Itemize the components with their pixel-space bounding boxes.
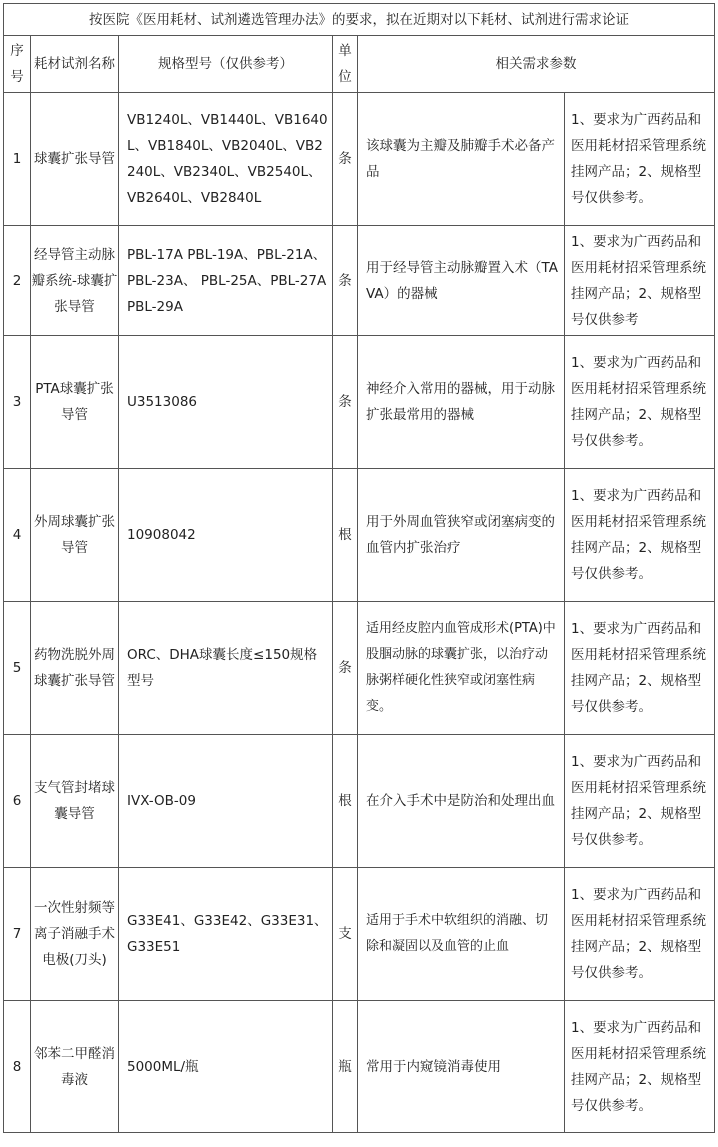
row-unit: 支: [333, 868, 358, 1001]
row-no: 4: [4, 469, 31, 602]
row-desc: 用于外周血管狭窄或闭塞病变的血管内扩张治疗: [358, 469, 565, 602]
header-unit: 单位: [333, 36, 358, 93]
table-row: [4, 735, 715, 868]
header-row: [4, 36, 715, 93]
row-name: 球囊扩张导管: [31, 93, 119, 226]
row-unit: 条: [333, 336, 358, 469]
row-req: 1、要求为广西药品和医用耗材招采管理系统挂网产品；2、规格型号仅供参考: [565, 226, 715, 336]
row-desc: 常用于内窥镜消毒使用: [358, 1001, 565, 1133]
row-desc: 该球囊为主瓣及肺瓣手术必备产品: [358, 93, 565, 226]
row-req: 1、要求为广西药品和医用耗材招采管理系统挂网产品；2、规格型号仅供参考。: [565, 868, 715, 1001]
table-row: [4, 336, 715, 469]
row-desc: 用于经导管主动脉瓣置入术（TAVA）的器械: [358, 226, 565, 336]
table-row: [4, 469, 715, 602]
table-row: [4, 93, 715, 226]
row-name: 邻苯二甲醛消毒液: [31, 1001, 119, 1133]
row-no: 6: [4, 735, 31, 868]
row-no: 1: [4, 93, 31, 226]
table-row: [4, 1001, 715, 1133]
table-row: [4, 868, 715, 1001]
row-name: 外周球囊扩张导管: [31, 469, 119, 602]
row-name: 一次性射频等离子消融手术电极(刀头): [31, 868, 119, 1001]
row-no: 7: [4, 868, 31, 1001]
row-spec: G33E41、G33E42、G33E31、G33E51: [119, 868, 333, 1001]
row-spec: PBL-17A PBL-19A、PBL-21A、 PBL-23A、 PBL-25A、PBL-27A PBL-29A: [119, 226, 333, 336]
row-no: 3: [4, 336, 31, 469]
row-name: 药物洗脱外周球囊扩张导管: [31, 602, 119, 735]
row-unit: 瓶: [333, 1001, 358, 1133]
row-spec: ORC、DHA球囊长度≤150规格型号: [119, 602, 333, 735]
table-caption: 按医院《医用耗材、试剂遴选管理办法》的要求，拟在近期对以下耗材、试剂进行需求论证: [4, 4, 715, 36]
row-name: PTA球囊扩张导管: [31, 336, 119, 469]
table-row: [4, 602, 715, 735]
row-unit: 条: [333, 226, 358, 336]
row-spec: U3513086: [119, 336, 333, 469]
row-req: 1、要求为广西药品和医用耗材招采管理系统挂网产品；2、规格型号仅供参考。: [565, 469, 715, 602]
row-req: 1、要求为广西药品和医用耗材招采管理系统挂网产品；2、规格型号仅供参考。: [565, 93, 715, 226]
header-params: 相关需求参数: [358, 36, 715, 93]
header-spec: 规格型号（仅供参考）: [119, 36, 333, 93]
row-req: 1、要求为广西药品和医用耗材招采管理系统挂网产品；2、规格型号仅供参考。: [565, 336, 715, 469]
row-unit: 条: [333, 93, 358, 226]
row-name: 经导管主动脉瓣系统-球囊扩张导管: [31, 226, 119, 336]
row-spec: 10908042: [119, 469, 333, 602]
row-no: 5: [4, 602, 31, 735]
table-row: [4, 226, 715, 336]
row-name: 支气管封堵球囊导管: [31, 735, 119, 868]
row-no: 8: [4, 1001, 31, 1133]
row-spec: 5000ML/瓶: [119, 1001, 333, 1133]
row-req: 1、要求为广西药品和医用耗材招采管理系统挂网产品；2、规格型号仅供参考。: [565, 1001, 715, 1133]
row-spec: VB1240L、VB1440L、VB1640L、VB1840L、VB2040L、VB2240L、VB2340L、VB2540L、VB2640L、VB2840L: [119, 93, 333, 226]
header-name: 耗材试剂名称: [31, 36, 119, 93]
row-desc: 适用于手术中软组织的消融、切除和凝固以及血管的止血: [358, 868, 565, 1001]
row-spec: IVX-OB-09: [119, 735, 333, 868]
row-desc: 适用经皮腔内血管成形术(PTA)中股腘动脉的球囊扩张，以治疗动脉粥样硬化性狭窄或闭塞性病变。: [358, 602, 565, 735]
header-no: 序号: [4, 36, 31, 93]
row-unit: 条: [333, 602, 358, 735]
row-unit: 根: [333, 469, 358, 602]
requirements-table: [3, 3, 715, 1133]
row-desc: 神经介入常用的器械，用于动脉扩张最常用的器械: [358, 336, 565, 469]
row-req: 1、要求为广西药品和医用耗材招采管理系统挂网产品；2、规格型号仅供参考。: [565, 735, 715, 868]
row-desc: 在介入手术中是防治和处理出血: [358, 735, 565, 868]
row-unit: 根: [333, 735, 358, 868]
row-no: 2: [4, 226, 31, 336]
row-req: 1、要求为广西药品和医用耗材招采管理系统挂网产品；2、规格型号仅供参考。: [565, 602, 715, 735]
